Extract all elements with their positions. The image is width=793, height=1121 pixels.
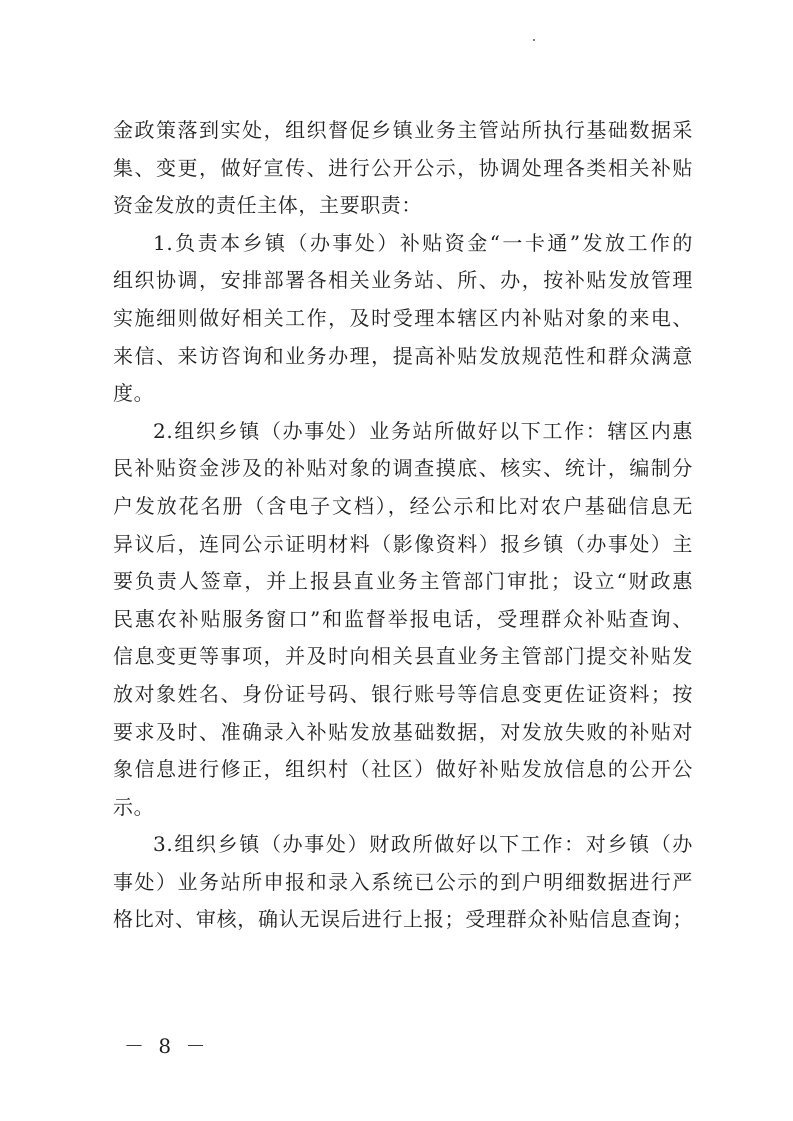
text-line: 组织协调，安排部署各相关业务站、所、办，按补贴发放管理 [113, 268, 693, 293]
text-line: 示。 [113, 794, 155, 819]
text-line: 格比对、审核，确认无误后进行上报；受理群众补贴信息查询； [113, 907, 693, 932]
text-line: 实施细则做好相关工作，及时受理本辖区内补贴对象的来电、 [113, 305, 693, 330]
paragraph-3-start: 3.组织乡镇（办事处）财政所做好以下工作：对乡镇（办 [153, 832, 693, 857]
paragraph-1-start: 1.负责本乡镇（办事处）补贴资金“一卡通”发放工作的 [153, 230, 693, 255]
text-line: 放对象姓名、身份证号码、银行账号等信息变更佐证资料；按 [113, 681, 693, 706]
text-line: 信息变更等事项，并及时向相关县直业务主管部门提交补贴发 [113, 644, 693, 669]
body-text [113, 112, 693, 939]
text-line: 金政策落到实处，组织督促乡镇业务主管站所执行基础数据采 [113, 118, 693, 142]
scan-speck [533, 39, 535, 41]
text-line: 要求及时、准确录入补贴发放基础数据，对发放失败的补贴对 [113, 719, 693, 744]
text-line: 异议后，连同公示证明材料（影像资料）报乡镇（办事处）主 [113, 531, 693, 556]
text-line: 户发放花名册（含电子文档），经公示和比对农户基础信息无 [113, 493, 693, 518]
text-line: 资金发放的责任主体，主要职责： [113, 193, 422, 218]
paragraph-2-start: 2.组织乡镇（办事处）业务站所做好以下工作：辖区内惠 [153, 418, 693, 443]
text-line: 民补贴资金涉及的补贴对象的调查摸底、核实、统计，编制分 [113, 456, 693, 481]
text-line: 事处）业务站所申报和录入系统已公示的到户明细数据进行严 [113, 869, 693, 894]
text-line: 来信、来访咨询和业务办理，提高补贴发放规范性和群众满意 [113, 343, 693, 368]
page-number: － 8 － [124, 1034, 210, 1058]
text-line: 要负责人签章，并上报县直业务主管部门审批；设立“财政惠 [113, 569, 693, 594]
text-line: 集、变更，做好宣传、进行公开公示，协调处理各类相关补贴 [113, 155, 693, 180]
text-line: 度。 [113, 381, 155, 406]
text-line: 象信息进行修正，组织村（社区）做好补贴发放信息的公开公 [113, 757, 693, 782]
text-line: 民惠农补贴服务窗口”和监督举报电话，受理群众补贴查询、 [113, 606, 693, 631]
